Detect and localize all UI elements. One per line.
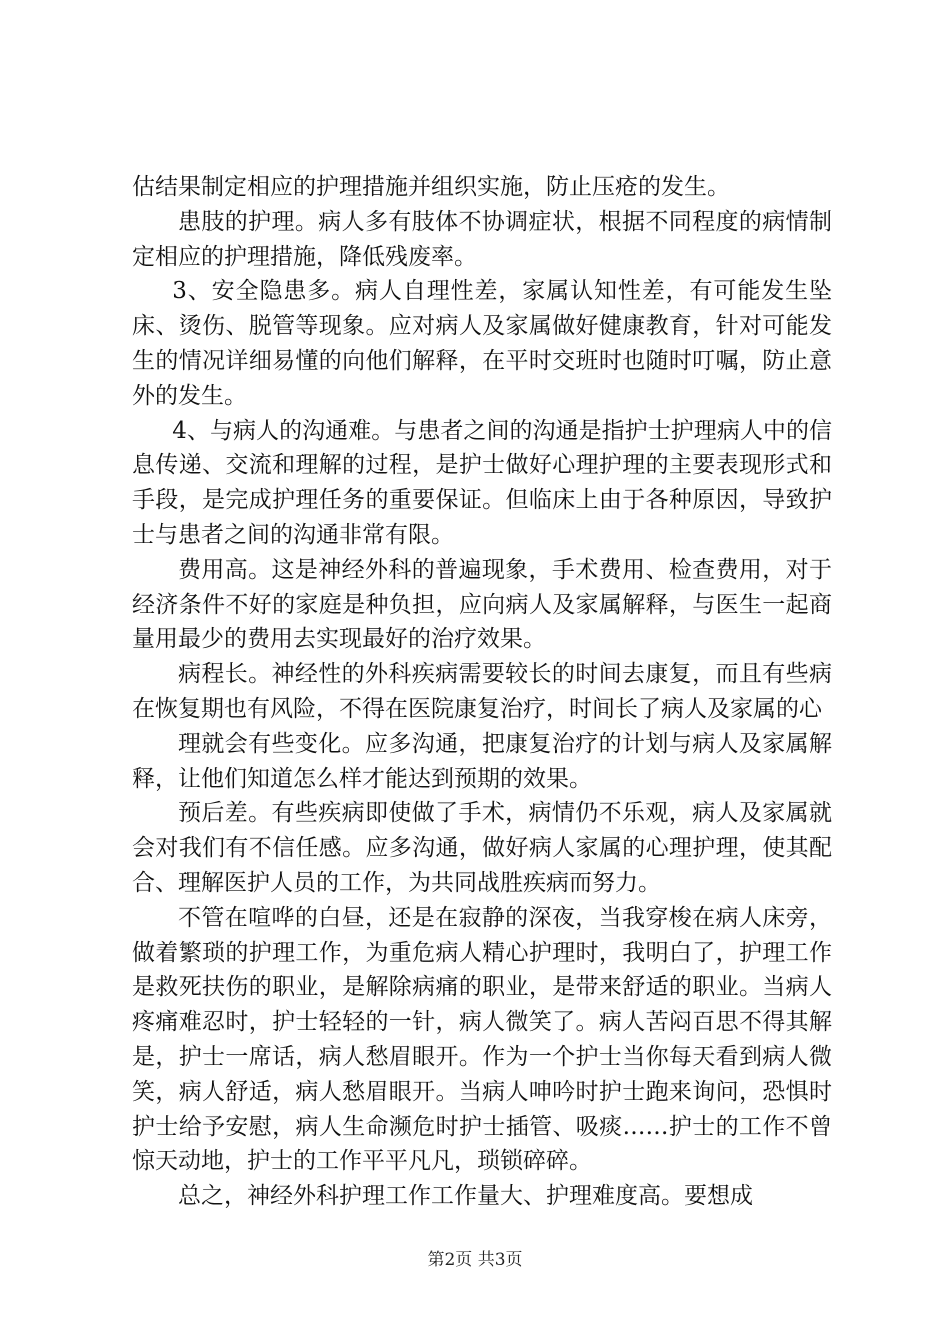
paragraph-10: 总之，神经外科护理工作工作量大、护理难度高。要想成 [178, 1183, 753, 1210]
paragraph-5: 费用高。这是神经外科的普遍现象，手术费用、检查费用，对于经济条件不好的家庭是种负担，应向病人及家属解释，与医生一起商量用最少的费用去实现最好的治疗效果。 [132, 556, 832, 653]
paragraph-1: 估结果制定相应的护理措施并组织实施，防止压疮的发生。 [132, 174, 730, 200]
paragraph-9: 不管在喧哗的白昼，还是在寂静的深夜，当我穿梭在病人床旁，做着繁琐的护理工作，为重危病人精心护理时，我明白了，护理工作是救死扶伤的职业，是解除病痛的职业，是带来舒适的职业。当病人疼痛难忍时，护士轻轻的一针，病人微笑了。病人苦闷百思不得其解是，护士一席话，病人愁眉眼开。作为一个护士当你每天看到病人微笑，病人舒适，病人愁眉眼开。当病人呻吟时护士跑来询问，恐惧时护士给予安慰，病人生命濒危时护士插管、吸痰……护士的工作不曾惊天动地，护士的工作平平凡凡，琐锁碎碎。 [132, 904, 832, 1175]
paragraph-3: 3、安全隐患多。病人自理性差，家属认知性差，有可能发生坠床、烫伤、脱管等现象。应对病人及家属做好健康教育，针对可能发生的情况详细易懂的向他们解释，在平时交班时也随时叮嘱，防止意外的发生。 [132, 278, 832, 409]
document-body [132, 170, 832, 1214]
paragraph-8: 预后差。有些疾病即使做了手术，病情仍不乐观，病人及家属就会对我们有不信任感。应多沟通，做好病人家属的心理护理，使其配合、理解医护人员的工作，为共同战胜疾病而努力。 [132, 800, 832, 896]
paragraph-6: 病程长。神经性的外科疾病需要较长的时间去康复，而且有些病在恢复期也有风险，不得在医院康复治疗，时间长了病人及家属的心 [132, 661, 832, 722]
paragraph-7: 理就会有些变化。应多沟通，把康复治疗的计划与病人及家属解释，让他们知道怎么样才能达到预期的效果。 [132, 730, 832, 792]
paragraph-2: 患肢的护理。病人多有肢体不协调症状，根据不同程度的病情制定相应的护理措施，降低残废率。 [132, 208, 832, 270]
page-footer: 第2页 共3页 [427, 1250, 523, 1270]
paragraph-4: 4、与病人的沟通难。与患者之间的沟通是指护士护理病人中的信息传递、交流和理解的过程，是护士做好心理护理的主要表现形式和手段，是完成护理任务的重要保证。但临床上由于各种原因，导致护士与患者之间的沟通非常有限。 [132, 417, 832, 548]
